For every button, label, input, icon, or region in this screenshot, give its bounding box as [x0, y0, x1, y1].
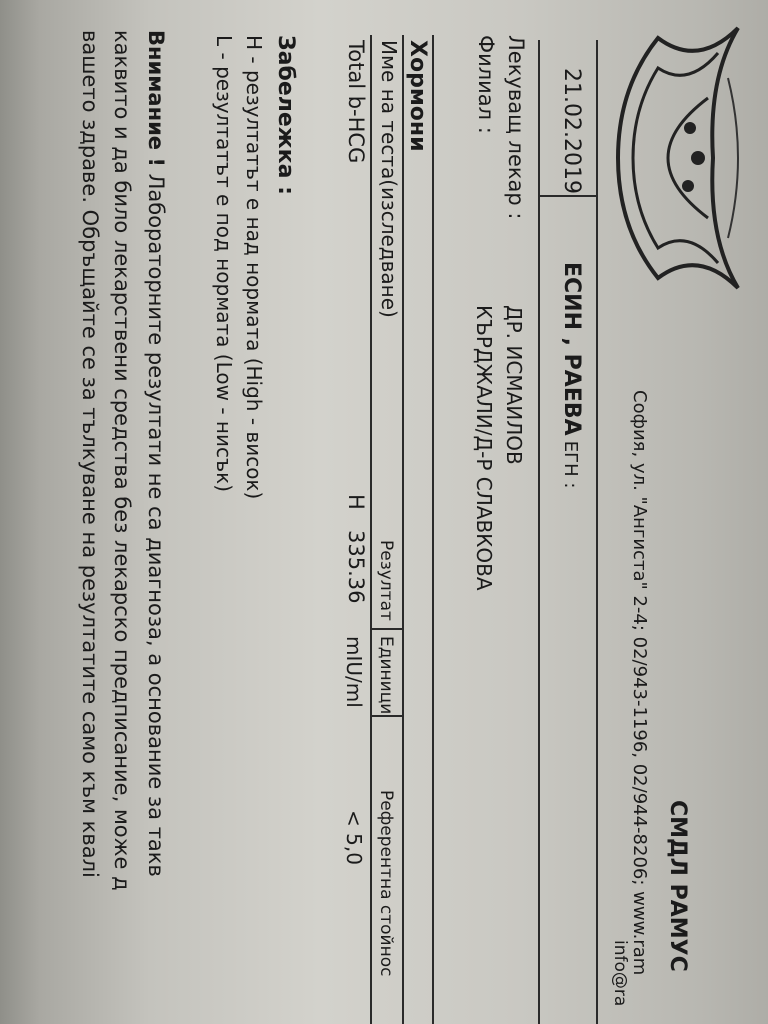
- branch-value: КЪРДЖАЛИ/Д-Р СЛАВКОВА: [472, 305, 496, 591]
- row-flag: H: [344, 494, 368, 510]
- column-header-border: [370, 35, 372, 1024]
- section-title: Хормони: [405, 40, 430, 152]
- patient-name-line: [559, 262, 584, 488]
- table-top-border: [432, 35, 434, 1024]
- patient-strip-top-border: [596, 40, 598, 1024]
- lab-crest-logo: [608, 8, 768, 308]
- notes-title: Забележка :: [273, 35, 298, 195]
- column-header-reference: Референтна стойнос: [376, 790, 396, 977]
- lab-address: София, ул. "Ангиста" 2-4; 02/943-1196, 02/944-8206; www.ram: [629, 390, 650, 976]
- patient-strip-bottom-border: [538, 40, 540, 1024]
- lab-email: info@ra: [610, 940, 630, 1007]
- patient-strip-divider: [538, 195, 598, 197]
- column-divider-units-reference: [372, 715, 404, 717]
- row-result: 335.36: [344, 530, 368, 604]
- row-test-name: Total b-HCG: [344, 40, 368, 164]
- column-header-units: Единици: [376, 636, 396, 715]
- doctor-value: ДР. ИСМАИЛОВ: [502, 305, 526, 465]
- warning-label: Внимание !: [144, 30, 168, 167]
- report-date: 21.02.2019: [559, 68, 584, 194]
- warning-line-2: каквито и да било лекарствени средства без лекарско предписание, може д: [110, 30, 134, 891]
- section-title-border: [402, 35, 404, 1024]
- column-header-test: Име на теста(изследване): [377, 40, 401, 318]
- branch-label: Филиал :: [474, 35, 498, 134]
- column-header-result: Резултат: [376, 540, 396, 621]
- egn-label: ЕГН :: [560, 440, 581, 489]
- patient-name: ЕСИН , РАЕВА: [559, 262, 584, 436]
- note-high: H - резултатът е над нормата (High - висок): [242, 35, 266, 500]
- warning-line-3: вашето здраве. Обръщайте се за тълкуване на резултатите само към квалі: [78, 30, 102, 878]
- note-low: L - резултатът е под нормата (Low - нисък): [212, 35, 236, 493]
- warning-text-1: Лабораторните резултати не са диагноза, а основание за такв: [144, 166, 168, 877]
- doctor-label: Лекуващ лекар :: [504, 35, 528, 220]
- row-reference: < 5,0: [342, 810, 366, 865]
- row-units: mIU/ml: [342, 636, 366, 708]
- warning-line-1: [144, 30, 168, 877]
- lab-name: СМДЛ РАМУС: [665, 800, 690, 972]
- column-divider-result-units: [372, 628, 404, 630]
